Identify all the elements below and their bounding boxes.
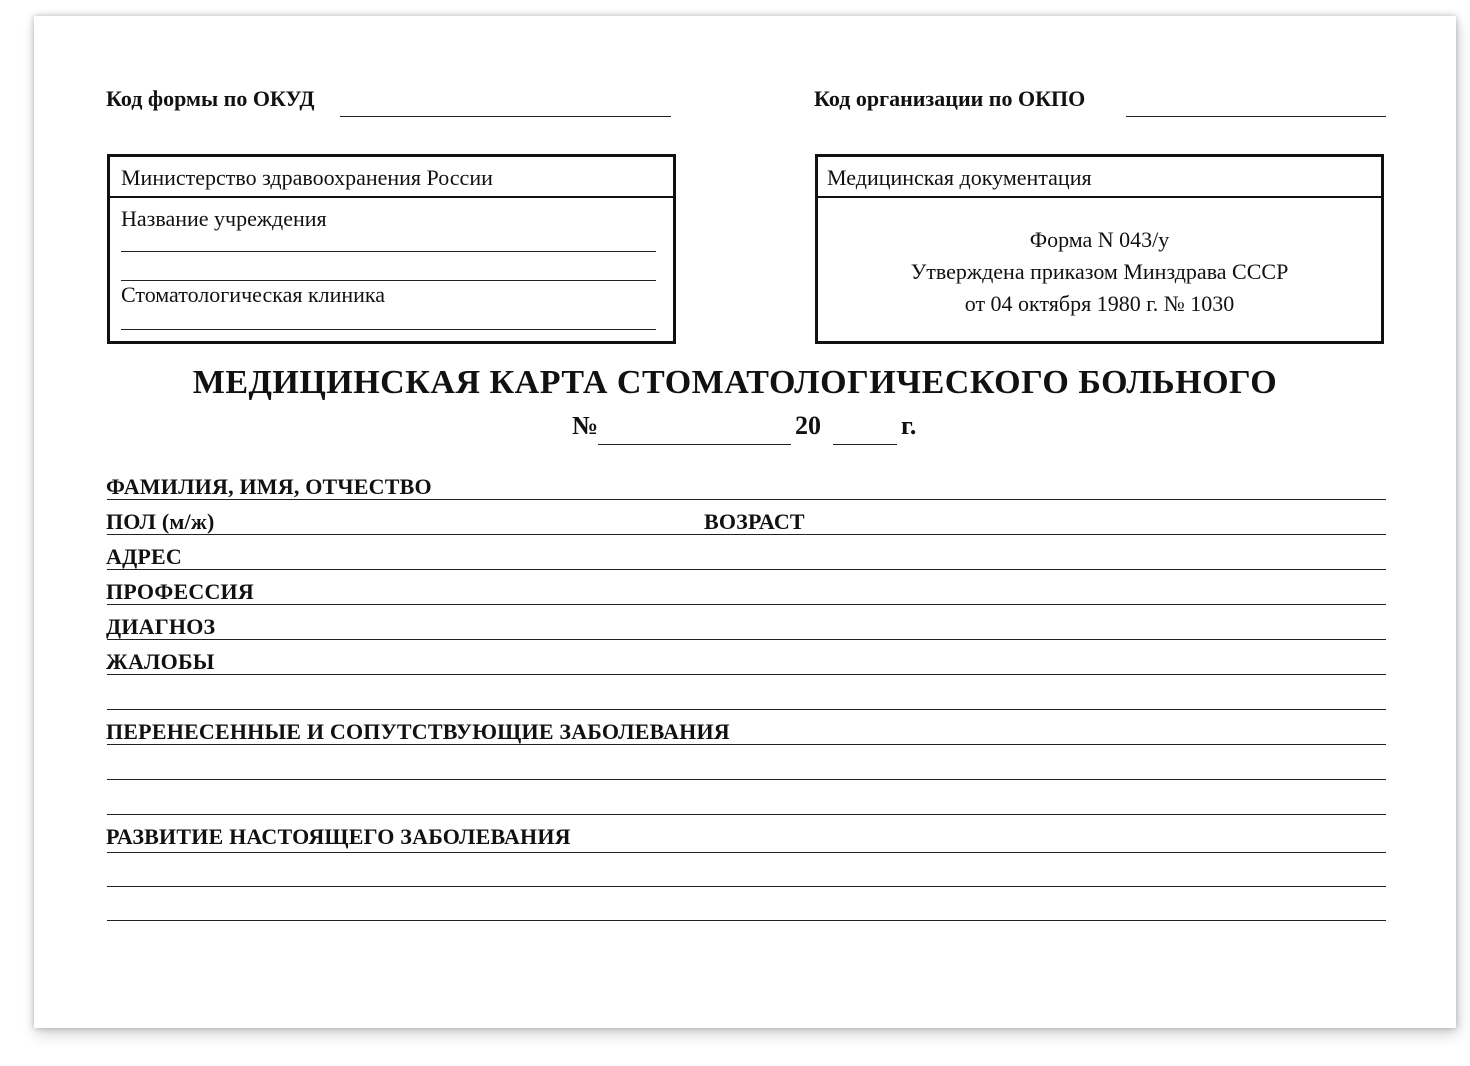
institution-name-label: Название учреждения [121, 206, 327, 231]
past-diseases-label: ПЕРЕНЕСЕННЫЕ И СОПУТСТВУЮЩИЕ ЗАБОЛЕВАНИЯ [106, 719, 730, 744]
institution-name-line-1[interactable] [121, 251, 656, 252]
profession-label: ПРОФЕССИЯ [106, 579, 254, 604]
clinic-label: Стоматологическая клиника [121, 282, 386, 307]
year-suffix: г. [901, 411, 917, 440]
okpo-field-line[interactable] [1126, 116, 1386, 117]
institution-box [107, 154, 676, 344]
full-name-label: ФАМИЛИЯ, ИМЯ, ОТЧЕСТВО [106, 474, 432, 499]
year-line[interactable] [833, 444, 897, 445]
order-date: от 04 октября 1980 г. № 1030 [964, 291, 1235, 316]
clinic-line[interactable] [121, 329, 656, 330]
address-line[interactable] [107, 569, 1386, 570]
current-disease-line-1[interactable] [107, 852, 1386, 853]
past-diseases-line-1[interactable] [107, 744, 1386, 745]
address-label: АДРЕС [106, 544, 183, 569]
sex-age-line[interactable] [107, 534, 1386, 535]
profession-line[interactable] [107, 604, 1386, 605]
card-number-line[interactable] [598, 444, 791, 445]
documentation-heading: Медицинская документация [827, 165, 1092, 190]
okud-field-line[interactable] [340, 116, 671, 117]
diagnosis-label: ДИАГНОЗ [106, 614, 216, 639]
page-title: МЕДИЦИНСКАЯ КАРТА СТОМАТОЛОГИЧЕСКОГО БОЛЬНОГО [192, 364, 1278, 401]
complaints-line-1[interactable] [107, 674, 1386, 675]
diagnosis-line[interactable] [107, 639, 1386, 640]
year-prefix: 20 [795, 411, 821, 440]
past-diseases-line-2[interactable] [107, 779, 1386, 780]
complaints-label: ЖАЛОБЫ [106, 649, 215, 674]
current-disease-line-3[interactable] [107, 920, 1386, 921]
current-disease-line-2[interactable] [107, 886, 1386, 887]
okud-label: Код формы по ОКУД [106, 86, 315, 111]
full-name-line[interactable] [107, 499, 1386, 500]
documentation-box [815, 154, 1384, 344]
institution-name-line-2[interactable] [121, 280, 656, 281]
current-disease-label: РАЗВИТИЕ НАСТОЯЩЕГО ЗАБОЛЕВАНИЯ [106, 824, 571, 849]
form-number: Форма N 043/у [1029, 227, 1170, 252]
okpo-label: Код организации по ОКПО [814, 86, 1086, 111]
card-number-sign: № [572, 411, 599, 440]
ministry-label: Министерство здравоохранения России [121, 165, 493, 190]
approval-text: Утверждена приказом Минздрава СССР [910, 259, 1289, 284]
past-diseases-line-3[interactable] [107, 814, 1386, 815]
sex-label: ПОЛ (м/ж) [106, 509, 215, 534]
complaints-line-2[interactable] [107, 709, 1386, 710]
age-label: ВОЗРАСТ [704, 509, 805, 534]
